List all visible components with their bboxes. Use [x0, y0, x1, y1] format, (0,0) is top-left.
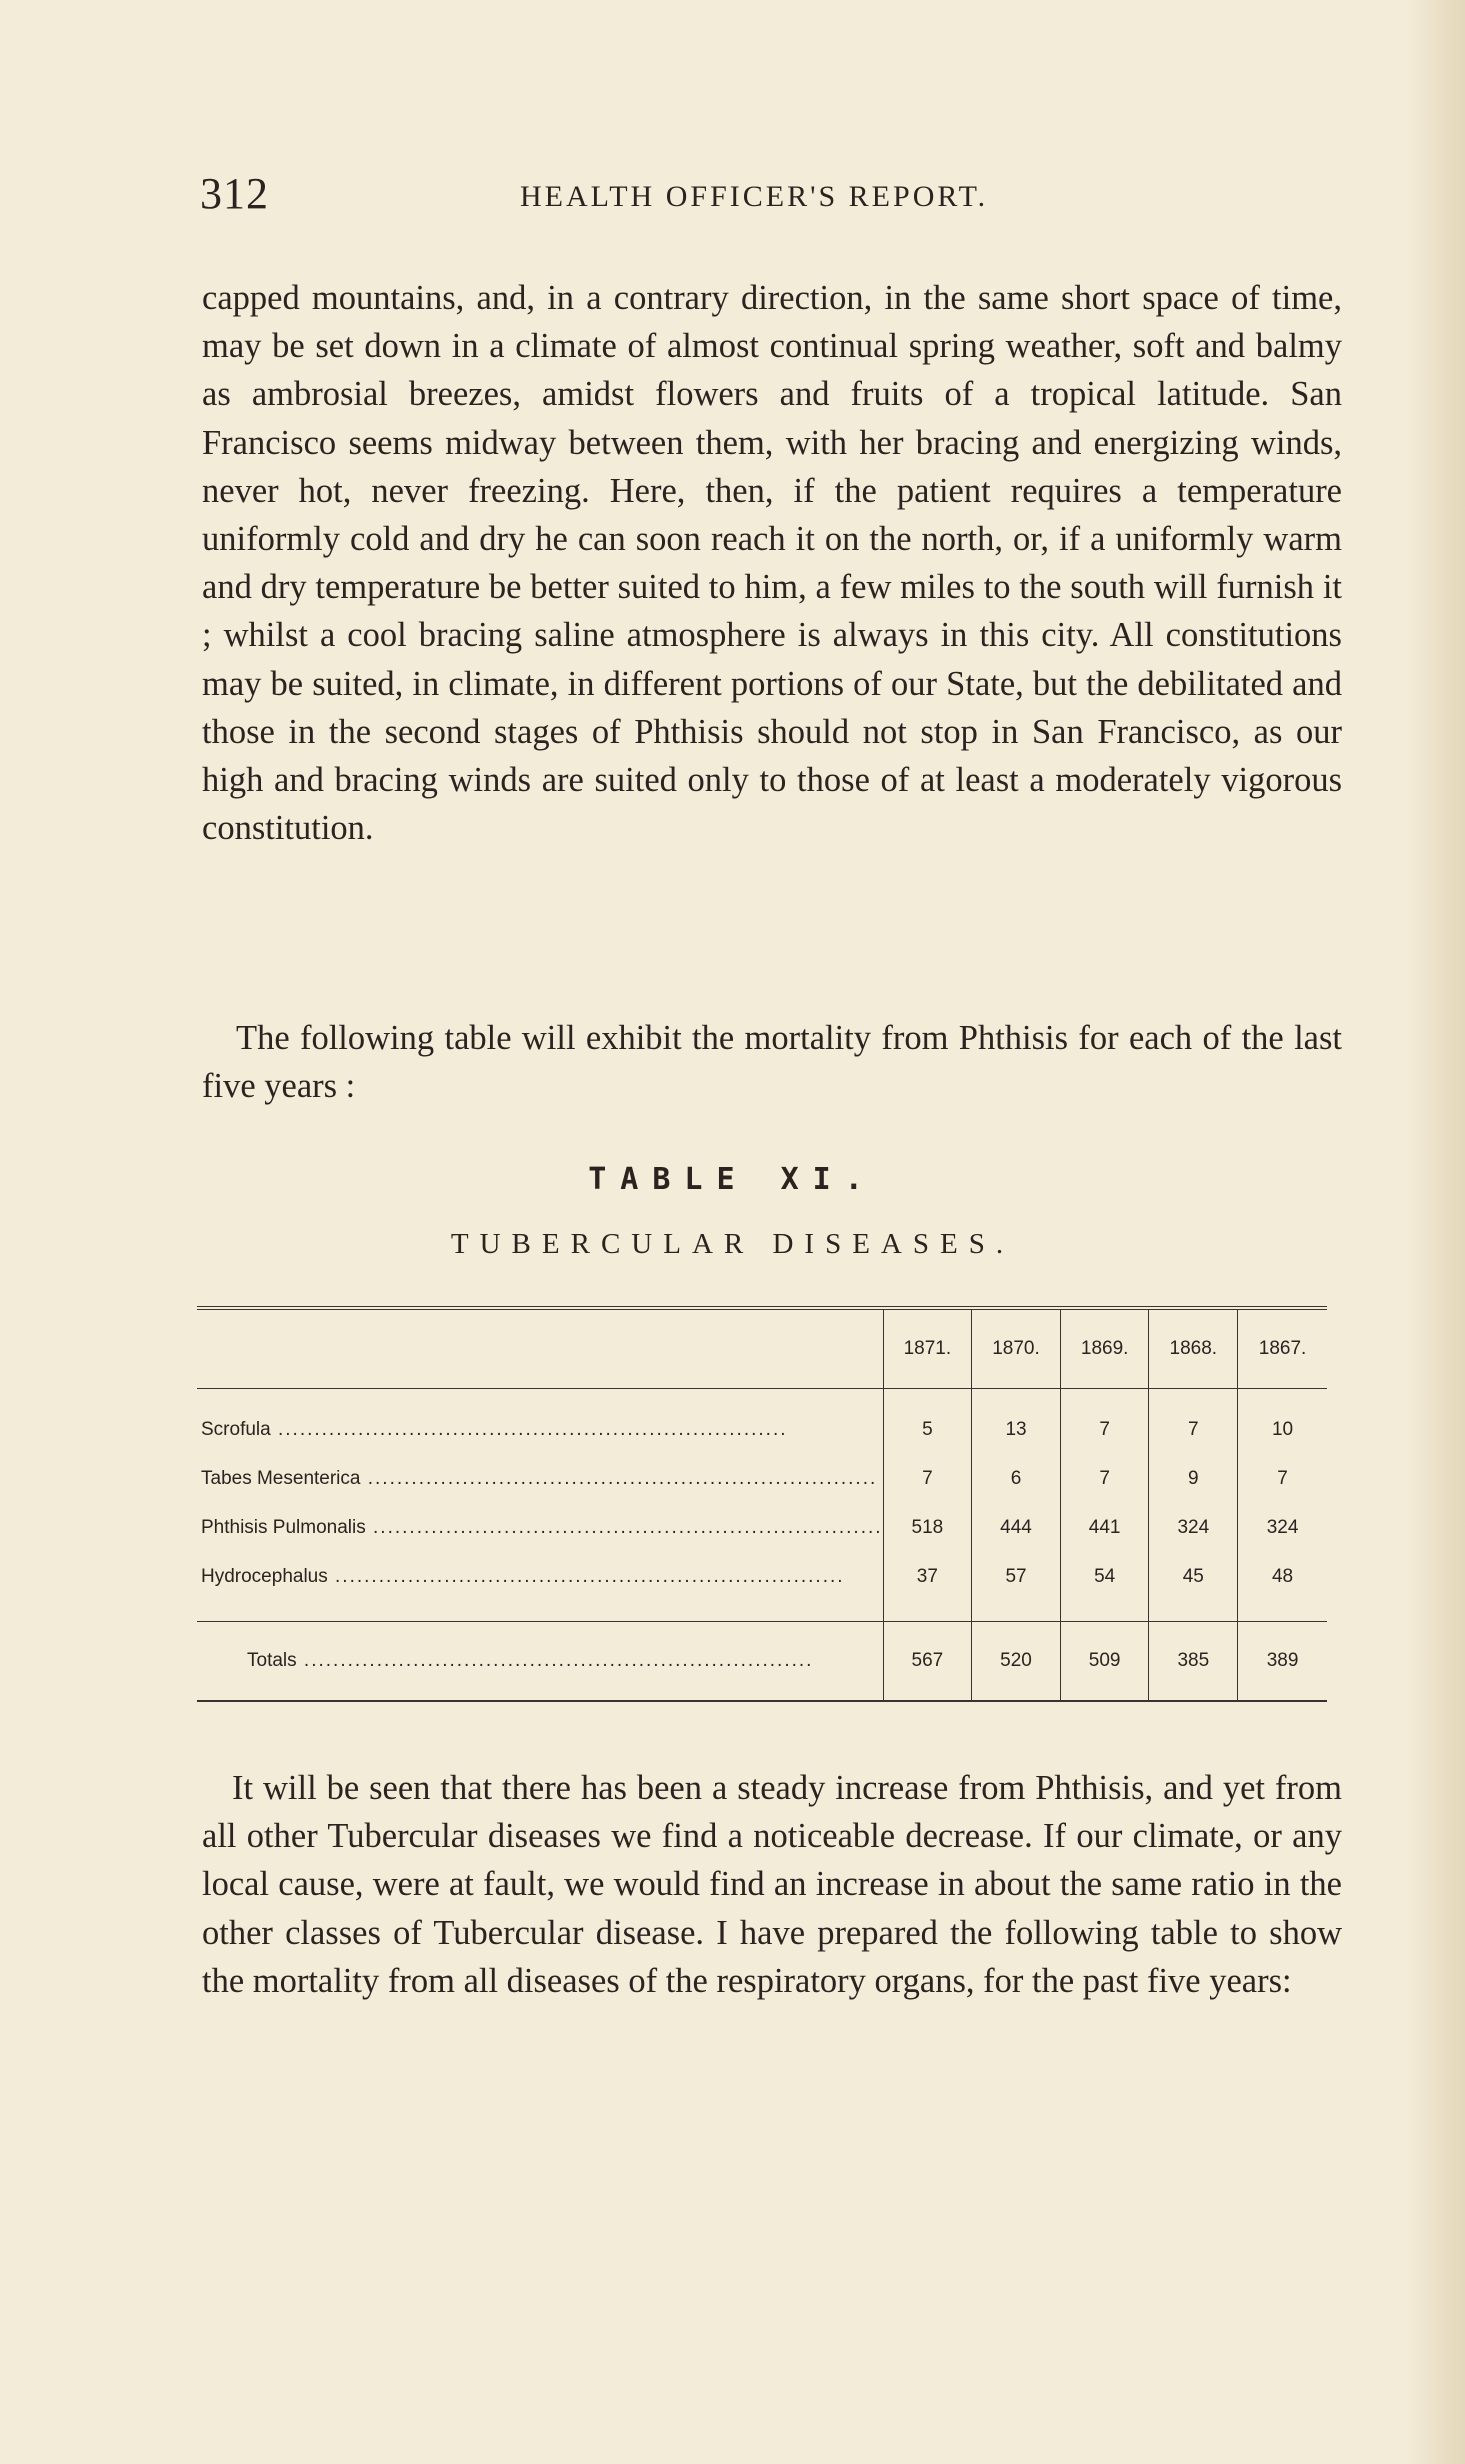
- column-header-year: 1867.: [1238, 1308, 1327, 1389]
- table-cell: 444: [972, 1503, 1061, 1552]
- table-row-hydrocephalus: [197, 1552, 1327, 1622]
- page-number: 312: [200, 169, 269, 218]
- table-cell: 441: [1060, 1503, 1149, 1552]
- table-cell: 7: [1060, 1454, 1149, 1503]
- table-cell: 9: [1149, 1454, 1238, 1503]
- table-cell: 7: [883, 1454, 972, 1503]
- table-row-phthisis-pulmonalis: [197, 1503, 1327, 1552]
- table-cell: 509: [1060, 1622, 1149, 1702]
- leader-dots: [297, 1650, 814, 1671]
- table-cell: 567: [883, 1622, 972, 1702]
- table-cell: 6: [972, 1454, 1061, 1503]
- table-title: TABLE XI.: [588, 1162, 877, 1197]
- row-label-cell: [197, 1389, 883, 1455]
- table-cell: 385: [1149, 1622, 1238, 1702]
- column-header-year: 1869.: [1060, 1308, 1149, 1389]
- paragraph-conclusion: It will be seen that there has been a steady increase from Phthisis, and yet from all other Tubercular diseases we find a noticeable decrease. If our climate, or any local cause, were at fault, we would find an increase in about the same ratio in the other classes of Tubercular disease. I have prepared the following table to show the mortality from all diseases of the respiratory organs, for the past five years:: [202, 1769, 1342, 2000]
- table-cell: 7: [1149, 1389, 1238, 1455]
- row-label: Scrofula: [201, 1418, 271, 1440]
- column-header-year: 1868.: [1149, 1308, 1238, 1389]
- table-cell: 37: [883, 1552, 972, 1622]
- table-cell: 10: [1271, 1418, 1294, 1440]
- table-cell: 48: [1271, 1565, 1294, 1587]
- row-label: Tabes Mesenterica: [201, 1467, 361, 1489]
- table-header-row: [197, 1308, 1327, 1389]
- table-cell: 324: [1149, 1503, 1238, 1552]
- table-cell: 57: [972, 1552, 1061, 1622]
- table-cell: 518: [883, 1503, 972, 1552]
- table-cell: 389: [1238, 1622, 1327, 1702]
- paragraph-table-intro: The following table will exhibit the mortality from Phthisis for each of the last five years :: [202, 1019, 1342, 1106]
- row-label: Phthisis Pulmonalis: [201, 1516, 366, 1538]
- leader-dots: [366, 1517, 883, 1538]
- row-label-cell: [197, 1552, 883, 1622]
- row-label: Hydrocephalus: [201, 1565, 328, 1587]
- table-cell: 7: [1277, 1467, 1288, 1489]
- table-row-scrofula: [197, 1389, 1327, 1455]
- tubercular-diseases-table: [197, 1306, 1327, 1702]
- leader-dots: [328, 1566, 845, 1587]
- table-cell: 13: [972, 1389, 1061, 1455]
- row-label-cell: [197, 1622, 883, 1702]
- table-subtitle: TUBERCULAR DISEASES.: [450, 1228, 1015, 1260]
- table-corner-cell: [197, 1308, 883, 1389]
- table-cell: 7: [1060, 1389, 1149, 1455]
- table-row-tabes-mesenterica: [197, 1454, 1327, 1503]
- table-cell: 324: [1266, 1516, 1299, 1538]
- table-cell: 520: [972, 1622, 1061, 1702]
- table-cell: 45: [1149, 1552, 1238, 1622]
- page-header: [200, 168, 1345, 228]
- column-header-year: 1870.: [972, 1308, 1061, 1389]
- table-cell: 54: [1060, 1552, 1149, 1622]
- table-cell: 5: [883, 1389, 972, 1455]
- row-label-cell: [197, 1454, 883, 1503]
- row-label-cell: [197, 1503, 883, 1552]
- row-label: Totals: [247, 1650, 297, 1671]
- running-head: HEALTH OFFICER'S REPORT.: [520, 180, 989, 213]
- table-row-totals: [197, 1622, 1327, 1702]
- paragraph-climate: capped mountains, and, in a contrary direction, in the same short space of time, may be set down in a climate of almost continual spring weather, soft and balmy as ambrosial breezes, amidst flowers and fruits of a tropical latitude. San Francisco seems midway between them, with her bracing and energizing winds, never hot, never freezing. Here, then, if the patient requires a temperature uniformly cold and dry he can soon reach it on the north, or, if a uniformly warm and dry temperature be better suited to him, a few miles to the south will furnish it ; whilst a cool bracing saline atmosphere is always in this city. All constitutions may be suited, in climate, in different portions of our State, but the debilitated and those in the second stages of Phthisis should not stop in San Francisco, as our high and bracing winds are suited only to those of at least a moderately vigorous constitution.: [202, 279, 1342, 848]
- column-header-year: 1871.: [883, 1308, 972, 1389]
- leader-dots: [360, 1468, 877, 1489]
- leader-dots: [271, 1419, 788, 1440]
